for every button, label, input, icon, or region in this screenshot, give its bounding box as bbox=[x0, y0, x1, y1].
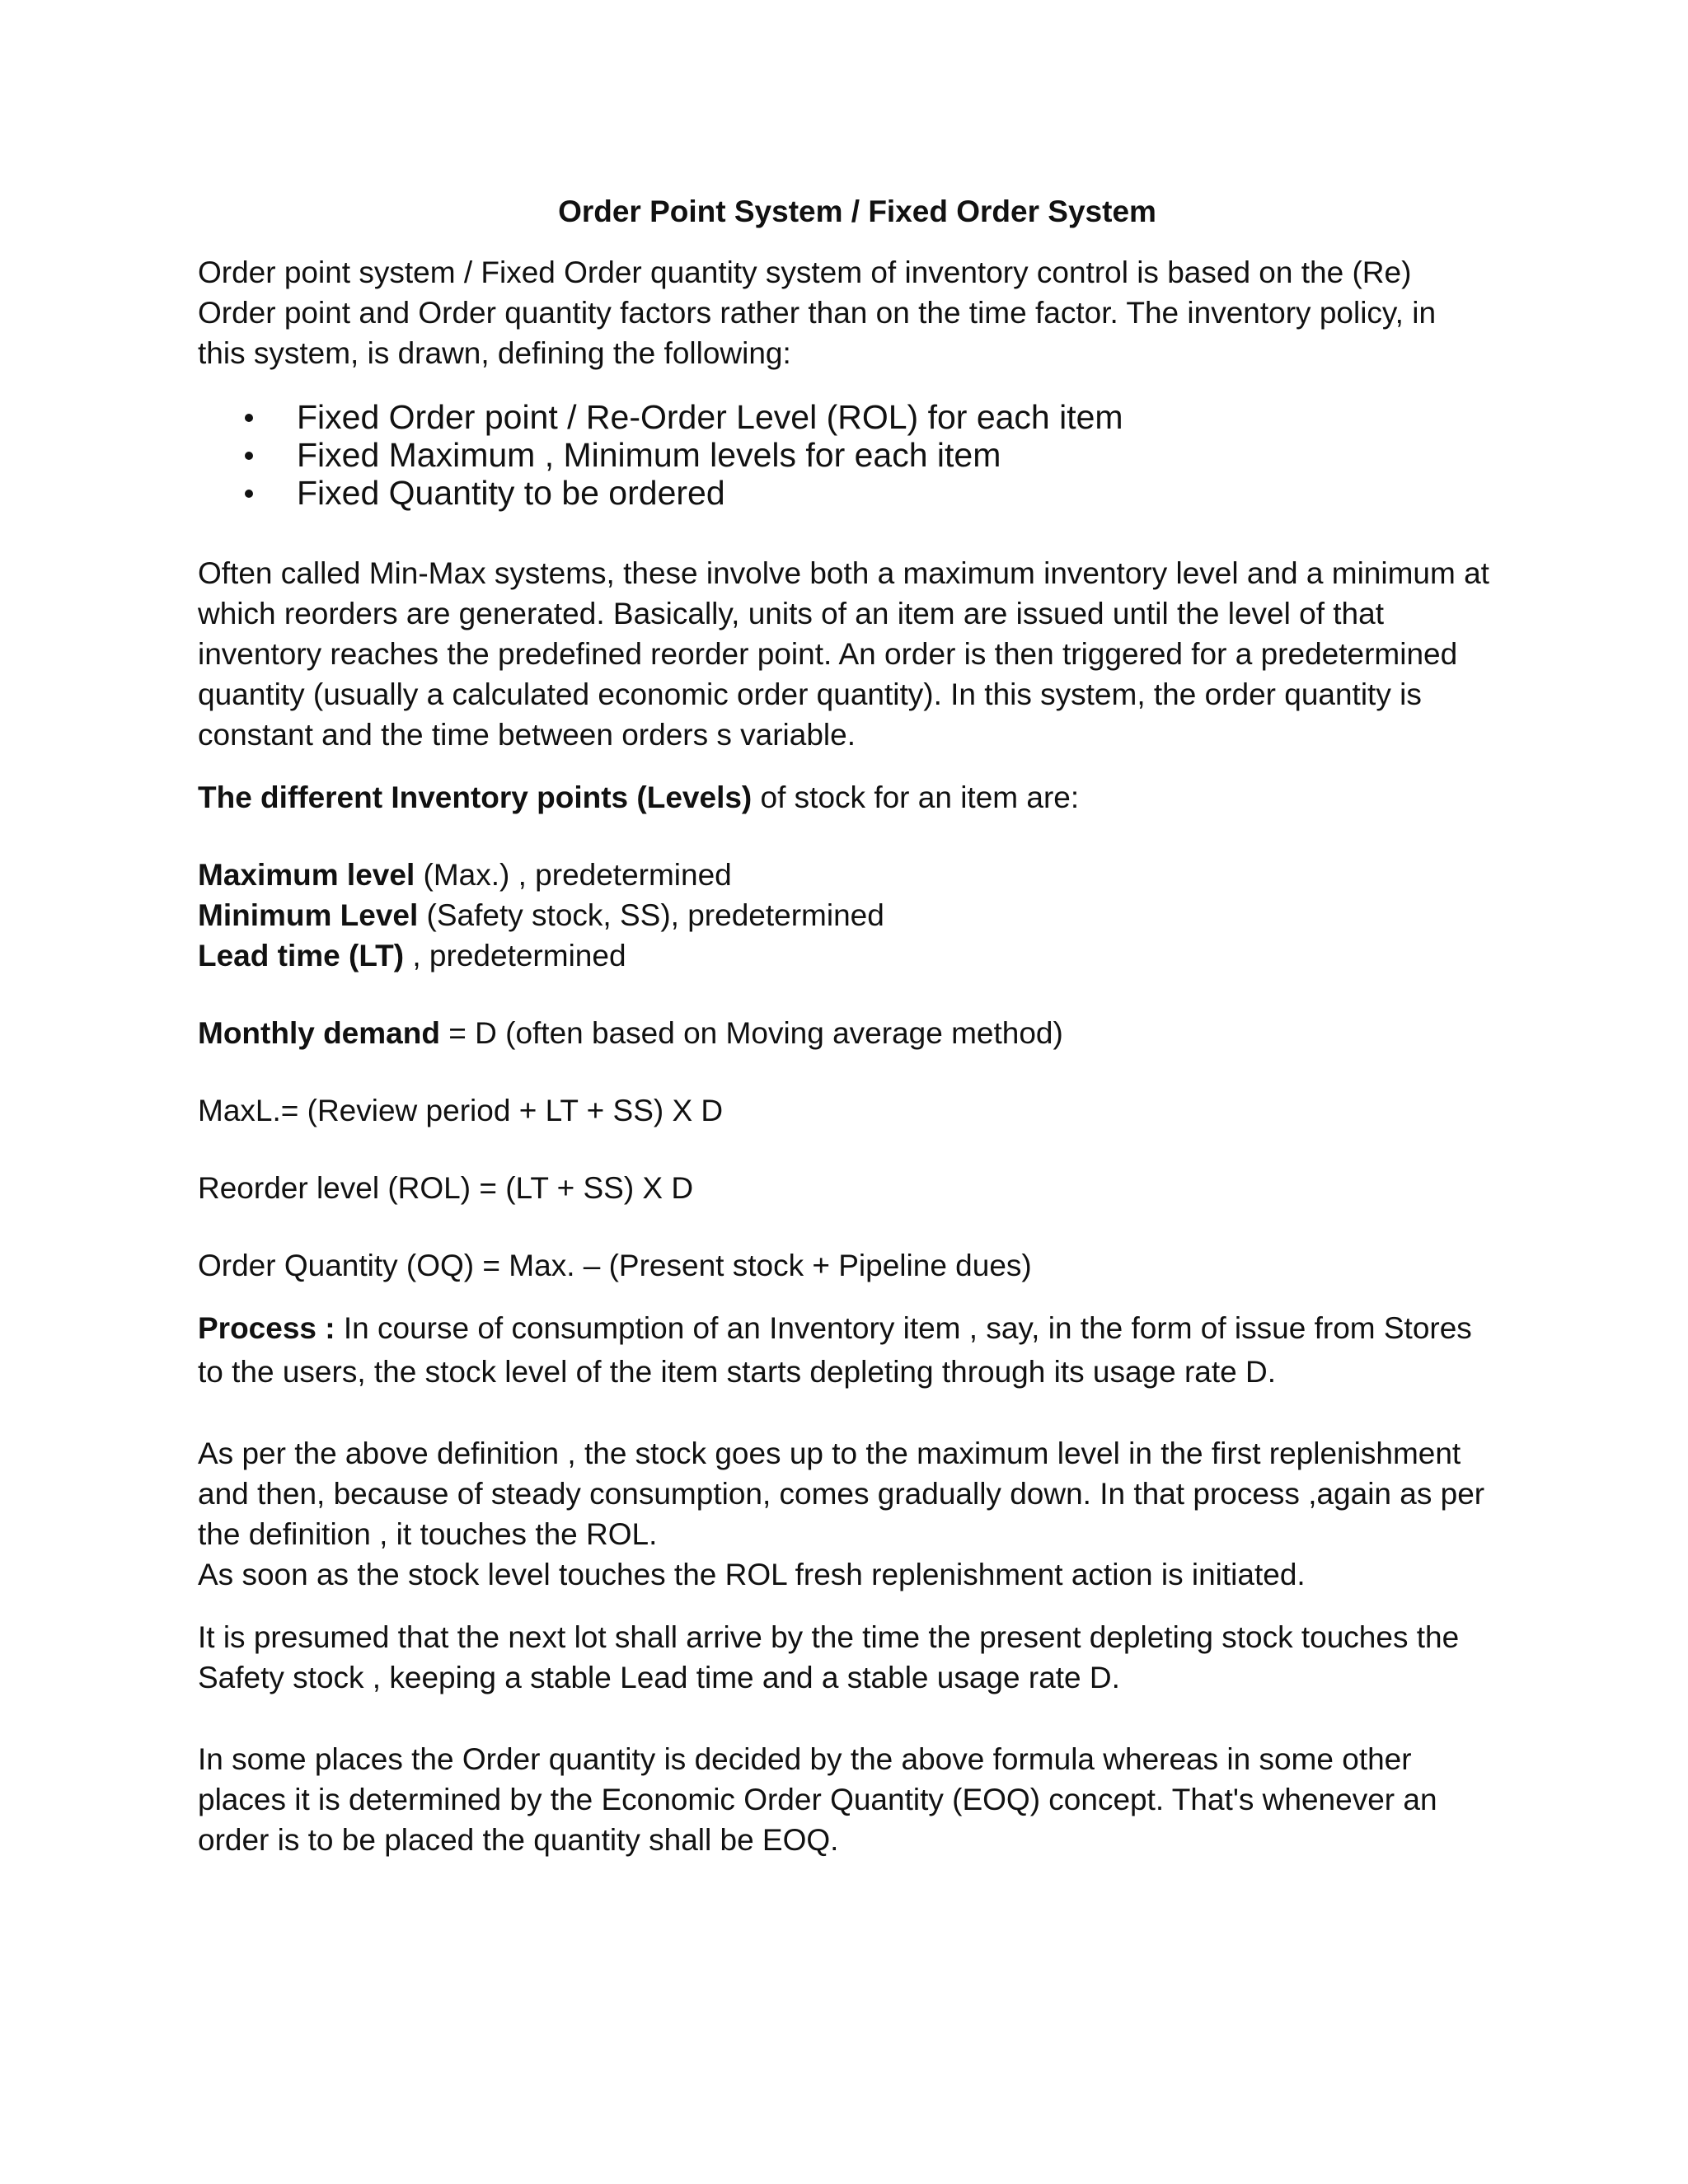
text-line: Safety stock , keeping a stable Lead time and a stable usage rate D. bbox=[198, 1661, 1120, 1694]
bullet-item bbox=[198, 398, 1517, 436]
text-line: quantity (usually a calculated economic order quantity). In this system, the order quantity is bbox=[198, 677, 1422, 711]
text-line: inventory reaches the predefined reorder point. An order is then triggered for a predetermined bbox=[198, 637, 1458, 671]
intro-paragraph bbox=[198, 252, 1517, 373]
definition-paragraph bbox=[198, 1433, 1517, 1595]
rol-formula: Reorder level (ROL) = (LT + SS) X D bbox=[198, 1171, 694, 1205]
monthly-demand-line bbox=[198, 1013, 1517, 1053]
text-line: this system, is drawn, defining the following: bbox=[198, 336, 791, 370]
bullet-text: Fixed Order point / Re-Order Level (ROL) for each item bbox=[297, 398, 1123, 436]
bullet-icon bbox=[245, 490, 253, 498]
text-line: In some places the Order quantity is decided by the above formula whereas in some other bbox=[198, 1742, 1412, 1776]
eoq-paragraph bbox=[198, 1739, 1517, 1860]
document-page bbox=[198, 191, 1517, 1860]
text-line: Often called Min-Max systems, these involve both a maximum inventory level and a minimum at bbox=[198, 556, 1489, 590]
demand-term: Monthly demand bbox=[198, 1016, 440, 1050]
bullet-list bbox=[198, 398, 1517, 512]
bullet-text: Fixed Maximum , Minimum levels for each item bbox=[297, 436, 1001, 474]
text-line: which reorders are generated. Basically, units of an item are issued until the level of that bbox=[198, 597, 1384, 630]
text-line: As per the above definition , the stock goes up to the maximum level in the first replenishment bbox=[198, 1436, 1461, 1470]
levels-list bbox=[198, 855, 1517, 976]
max-level-formula: MaxL.= (Review period + LT + SS) X D bbox=[198, 1094, 724, 1127]
level-term: Minimum Level bbox=[198, 898, 419, 932]
process-term: Process : bbox=[198, 1311, 335, 1345]
text-line: As soon as the stock level touches the ROL fresh replenishment action is initiated. bbox=[198, 1558, 1306, 1591]
levels-heading-bold: The different Inventory points (Levels) bbox=[198, 780, 753, 814]
bullet-item bbox=[198, 436, 1517, 474]
level-desc: , predetermined bbox=[404, 939, 626, 972]
levels-heading bbox=[198, 777, 1517, 818]
level-desc: (Safety stock, SS), predetermined bbox=[418, 898, 884, 932]
level-term: Maximum level bbox=[198, 858, 415, 892]
process-text: In course of consumption of an Inventory item , say, in the form of issue from Stores bbox=[335, 1311, 1472, 1345]
text-line: constant and the time between orders s variable. bbox=[198, 718, 856, 752]
level-line bbox=[198, 895, 1517, 935]
text-line: and then, because of steady consumption, comes gradually down. In that process ,again as per bbox=[198, 1477, 1485, 1511]
text-line: Order point and Order quantity factors rather than on the time factor. The inventory policy, in bbox=[198, 296, 1437, 330]
text-line: order is to be placed the quantity shall be EOQ. bbox=[198, 1823, 839, 1857]
order-quantity-formula: Order Quantity (OQ) = Max. – (Present stock + Pipeline dues) bbox=[198, 1249, 1032, 1282]
demand-desc: = D (often based on Moving average method) bbox=[439, 1016, 1063, 1050]
levels-heading-rest: of stock for an item are: bbox=[752, 780, 1080, 814]
level-desc: (Max.) , predetermined bbox=[415, 858, 732, 892]
level-line bbox=[198, 855, 1517, 895]
text-line: Order point system / Fixed Order quantity system of inventory control is based on the (Re) bbox=[198, 255, 1412, 289]
bullet-text: Fixed Quantity to be ordered bbox=[297, 474, 725, 512]
level-line bbox=[198, 935, 1517, 976]
bullet-icon bbox=[245, 452, 253, 460]
document-title: Order Point System / Fixed Order System bbox=[558, 194, 1156, 228]
text-line: places it is determined by the Economic Order Quantity (EOQ) concept. That's whenever an bbox=[198, 1783, 1437, 1816]
presumed-paragraph bbox=[198, 1617, 1517, 1698]
text-line bbox=[198, 1308, 1517, 1348]
text-line: to the users, the stock level of the item starts depleting through its usage rate D. bbox=[198, 1355, 1277, 1389]
bullet-icon bbox=[245, 414, 253, 422]
text-line: the definition , it touches the ROL. bbox=[198, 1517, 658, 1551]
bullet-item bbox=[198, 474, 1517, 512]
level-term: Lead time (LT) bbox=[198, 939, 405, 972]
process-paragraph bbox=[198, 1308, 1517, 1392]
minmax-paragraph bbox=[198, 553, 1517, 755]
text-line: It is presumed that the next lot shall arrive by the time the present depleting stock touches the bbox=[198, 1620, 1460, 1654]
